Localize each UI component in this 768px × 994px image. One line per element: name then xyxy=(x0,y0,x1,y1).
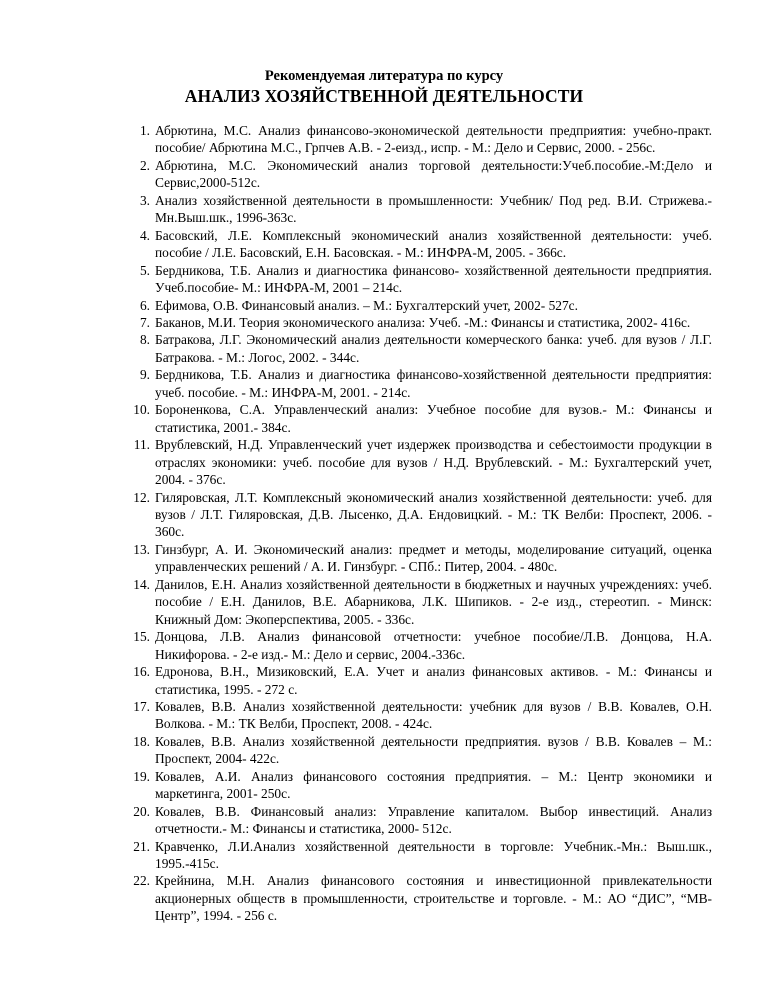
reference-number: 5. xyxy=(139,262,150,278)
document-subtitle: Рекомендуемая литература по курсу xyxy=(264,68,504,84)
reference-item xyxy=(133,436,712,488)
reference-item xyxy=(139,314,712,331)
reference-number: 14. xyxy=(133,576,150,592)
reference-item xyxy=(139,192,712,227)
reference-item xyxy=(133,768,712,803)
reference-item xyxy=(139,227,712,262)
reference-item xyxy=(139,297,712,314)
reference-text: Бердникова, Т.Б. Анализ и диагностика финансово- хозяйственной деятельности предприятия. Учеб.пособие- М.: ИНФРА-М, 2001 – 214с. xyxy=(155,262,712,296)
reference-number: 18. xyxy=(133,733,150,749)
reference-item xyxy=(133,489,712,541)
reference-item xyxy=(133,576,712,628)
document-title: АНАЛИЗ ХОЗЯЙСТВЕННОЙ ДЕЯТЕЛЬНОСТИ xyxy=(184,86,584,106)
reference-text: Ефимова, О.В. Финансовый анализ. – М.: Бухгалтерский учет, 2002- 527с. xyxy=(155,297,578,313)
reference-number: 6. xyxy=(139,297,150,313)
reference-item xyxy=(133,663,712,698)
reference-number: 21. xyxy=(133,838,150,854)
reference-text: Гиляровская, Л.Т. Комплексный экономический анализ хозяйственной деятельности: учеб. для вузов / Л.Т. Гиляровская, Д.В. Лысенко, Д.А. Ендовицкий. - М.: ТК Велби: Проспект, 2006. - 360с. xyxy=(155,489,712,540)
reference-item xyxy=(133,541,712,576)
reference-item xyxy=(133,838,712,873)
reference-text: Крейнина, М.Н. Анализ финансового состояния и инвестиционной привлекательности акционерных обществ в промышленности, строительстве и торговле. - М.: АО “ДИС”, “МВ-Центр”, 1994. - 256 с. xyxy=(155,873,712,924)
reference-number: 7. xyxy=(139,314,150,330)
reference-text: Врублевский, Н.Д. Управленческий учет издержек производства и себестоимости продукции в отраслях экономики: учеб. пособие для вузов / Н.Д. Врублевский. - М.: Бухгалтерский учет, 2004. - 376с. xyxy=(155,437,712,488)
reference-item xyxy=(133,628,712,663)
reference-number: 9. xyxy=(139,367,150,383)
reference-item xyxy=(133,401,712,436)
reference-text: Баканов, М.И. Теория экономического анализа: Учеб. -М.: Финансы и статистика, 2002- 416с. xyxy=(155,314,691,330)
reference-text: Кравченко, Л.И.Анализ хозяйственной деятельности в торговле: Учебник.-Мн.: Выш.шк., 1995.-415с. xyxy=(155,838,712,872)
reference-number: 22. xyxy=(133,873,150,889)
reference-text: Ковалев, В.В. Анализ хозяйственной деятельности предприятия. вузов / В.В. Ковалев – М.: Проспект, 2004- 422с. xyxy=(155,733,712,767)
reference-number: 17. xyxy=(133,698,150,714)
reference-text: Басовский, Л.Е. Комплексный экономический анализ хозяйственной деятельности: учеб. пособие / Л.Е. Басовский, Е.Н. Басовская. - М.: ИНФРА-М, 2005. - 366с. xyxy=(155,227,712,261)
reference-number: 3. xyxy=(139,192,150,208)
reference-item xyxy=(133,803,712,838)
reference-item xyxy=(133,698,712,733)
reference-item xyxy=(139,157,712,192)
reference-number: 16. xyxy=(133,664,150,680)
document-heading xyxy=(0,66,768,106)
reference-number: 19. xyxy=(133,768,150,784)
reference-text: Бороненкова, С.А. Управленческий анализ: Учебное пособие для вузов.- М.: Финансы и статистика, 2001.- 384с. xyxy=(155,402,712,435)
reference-text: Абрютина, М.С. Анализ финансово-экономической деятельности предприятия: учебно-практ. пособие/ Абрютина М.С., Грпчев А.В. - 2-еизд., испр. - М.: Дело и Сервис, 2000. - 256с. xyxy=(155,123,712,156)
reference-number: 13. xyxy=(133,541,150,557)
reference-text: Ковалев, В.В. Финансовый анализ: Управление капиталом. Выбор инвестиций. Анализ отчетности.- М.: Финансы и статистика, 2000- 512с. xyxy=(155,803,712,837)
reference-text: Данилов, Е.Н. Анализ хозяйственной деятельности в бюджетных и научных учреждениях: учеб. пособие / Е.Н. Данилов, В.Е. Абарникова, Л.К. Шипиков. - 2-е изд., стереотип. - Минск: Книжный Дом: Экоперспектива, 2005. - 336с. xyxy=(155,576,712,627)
reference-number: 2. xyxy=(139,157,150,173)
reference-number: 10. xyxy=(133,402,150,418)
reference-item xyxy=(139,262,712,297)
reference-text: Ковалев, А.И. Анализ финансового состояния предприятия. – М.: Центр экономики и маркетинга, 2001- 250с. xyxy=(155,768,712,802)
reference-number: 20. xyxy=(133,803,150,819)
reference-text: Донцова, Л.В. Анализ финансовой отчетности: учебное пособие/Л.В. Донцова, Н.А. Никифорова. - 2-е изд.- М.: Дело и сервис, 2004.-336с. xyxy=(155,629,712,662)
reference-list xyxy=(133,122,712,925)
reference-item xyxy=(139,122,712,157)
reference-text: Анализ хозяйственной деятельности в промышленности: Учебник/ Под ред. В.И. Стрижева.- Мн.Выш.шк., 1996-363с. xyxy=(155,192,712,226)
reference-item xyxy=(133,733,712,768)
reference-text: Абрютина, М.С. Экономический анализ торговой деятельности:Учеб.пособие.-М:Дело и Сервис,2000-512с. xyxy=(155,157,712,191)
reference-number: 1. xyxy=(139,123,150,138)
reference-text: Гинзбург, А. И. Экономический анализ: предмет и методы, моделирование ситуаций, оценка управленческих решений / А. И. Гинзбург. - СПб.: Питер, 2004. - 480с. xyxy=(155,541,712,575)
reference-item xyxy=(139,366,712,401)
reference-text: Едронова, В.Н., Мизиковский, Е.А. Учет и анализ финансовых активов. - М.: Финансы и статистика, 1995. - 272 с. xyxy=(155,664,712,697)
reference-number: 15. xyxy=(133,629,150,645)
reference-number: 8. xyxy=(139,332,150,348)
reference-text: Батракова, Л.Г. Экономический анализ деятельности комерческого банка: учеб. для вузов / Л.Г. Батракова. - М.: Логос, 2002. - 344с. xyxy=(155,332,712,365)
reference-number: 4. xyxy=(139,227,150,243)
reference-item xyxy=(133,872,712,924)
reference-number: 12. xyxy=(133,489,150,505)
reference-number: 11. xyxy=(133,437,150,453)
reference-text: Ковалев, В.В. Анализ хозяйственной деятельности: учебник для вузов / В.В. Ковалев, О.Н. Волкова. - М.: ТК Велби, Проспект, 2008. - 424с. xyxy=(155,698,712,732)
reference-text: Бердникова, Т.Б. Анализ и диагностика финансово-хозяйственной деятельности предприятия: учеб. пособие. - М.: ИНФРА-М, 2001. - 214с. xyxy=(155,367,712,400)
reference-item xyxy=(139,331,712,366)
